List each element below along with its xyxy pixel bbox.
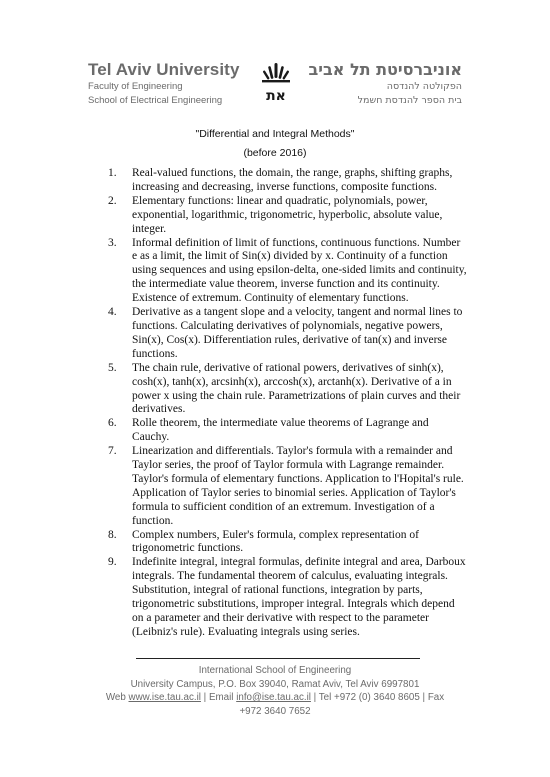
item-text: Complex numbers, Euler's formula, complex representation of trigonometric functions. <box>132 528 419 555</box>
web-label: Web <box>105 692 126 703</box>
item-number: 1. <box>108 167 117 179</box>
separator: | <box>422 692 426 703</box>
item-number: 7. <box>108 445 117 458</box>
faculty-name-he: הפקולטה להנדסה <box>386 81 462 92</box>
faculty-name-en: Faculty of Engineering <box>88 81 183 92</box>
list-item <box>108 167 468 195</box>
document-subtitle: (before 2016) <box>243 147 307 159</box>
email-link[interactable]: info@ise.tau.ac.il <box>236 692 311 703</box>
tau-logo-icon <box>259 60 293 106</box>
item-text: Real-valued functions, the domain, the range, graphs, shifting graphs, increasing and decreasing, inverse functions, composite functions. <box>132 167 453 193</box>
list-item <box>108 237 468 307</box>
item-text: Derivative as a tangent slope and a velocity, tangent and normal lines to functions. Calculating derivatives of polynomials, negative powers, Sin(x), Cos(x). Differentiation rules, derivative of tan(x) and inverse functions. <box>132 306 463 360</box>
footer-divider <box>136 658 420 659</box>
item-text: Elementary functions: linear and quadratic, polynomials, power, exponential, logarithmic, trigonometric, hyperbolic, absolute value, integer. <box>132 194 443 235</box>
school-name-en: School of Electrical Engineering <box>88 95 223 106</box>
item-number: 4. <box>108 306 117 319</box>
fax-number: +972 3640 7652 <box>239 705 311 717</box>
university-name-en: Tel Aviv University <box>88 60 240 79</box>
header-right <box>309 60 463 108</box>
item-text: Rolle theorem, the intermediate value theorems of Lagrange and Cauchy. <box>132 417 429 444</box>
logo-text: את <box>266 88 286 104</box>
item-number: 5. <box>108 361 117 374</box>
phone-number: Tel +972 (0) 3640 8605 <box>318 692 420 703</box>
list-item <box>108 556 468 639</box>
school-name-he: בית הספר להנדסת חשמל <box>357 95 462 106</box>
list-item <box>108 417 468 445</box>
item-text: Indefinite integral, integral formulas, definite integral and area, Darboux integrals. The fundamental theorem of calculus, evaluating integrals. Substitution, integral of rational functions, integration by parts, trigonometric substitutions, improper integral. Integrals which depend on a parameter and their derivative with respect to the parameter (Leibniz's rule). Evaluating integrals using series. <box>132 556 466 638</box>
list-item <box>108 529 468 557</box>
item-number: 6. <box>108 417 117 430</box>
footer-address: University Campus, P.O. Box 39040, Ramat Aviv, Tel Aviv 6997801 <box>130 678 420 690</box>
item-number: 9. <box>108 556 117 569</box>
item-number: 8. <box>108 528 117 541</box>
header-left <box>88 60 240 108</box>
university-name-he: אוניברסיטת תל אביב <box>308 60 462 79</box>
fax-label: Fax <box>427 692 445 703</box>
item-text: Informal definition of limit of functions, continuous functions. Number e as a limit, the limit of Sin(x) divided by x. Continuity of a function using sequences and using epsilon-delta, one-sided limits and continuity, the intermediate value theorem, inverse function and its continuity. Existence of extremum. Continuity of elementary functions. <box>132 236 467 305</box>
document-title: "Differential and Integral Methods" <box>195 128 355 140</box>
footer <box>0 664 550 718</box>
item-text: The chain rule, derivative of rational powers, derivatives of sinh(x), cosh(x), tanh(x), arcsinh(x), arccosh(x), arctanh(x). Derivative of a in power x using the chain rule. Parametrizations of plain curves and their derivatives. <box>132 361 461 416</box>
item-number: 2. <box>108 194 117 207</box>
separator: | <box>313 692 317 703</box>
email-label: Email <box>208 692 234 703</box>
item-number: 3. <box>108 236 117 249</box>
list-item <box>108 445 468 528</box>
topic-list <box>108 167 468 640</box>
item-text: Linearization and differentials. Taylor's formula with a remainder and Taylor series, the proof of Taylor formula with Lagrange remainder. Taylor's formula of elementary functions. Application to l'Hopital's rule. Application of Taylor series to binomial series. Application of Taylor's formula to sufficient condition of an extremum. Investigation of a function. <box>132 445 464 527</box>
footer-contacts <box>0 691 550 705</box>
list-item <box>108 362 468 418</box>
separator: | <box>203 692 207 703</box>
footer-school: International School of Engineering <box>198 665 352 676</box>
list-item <box>108 195 468 237</box>
list-item <box>108 306 468 362</box>
website-link[interactable]: www.ise.tau.ac.il <box>128 692 201 703</box>
